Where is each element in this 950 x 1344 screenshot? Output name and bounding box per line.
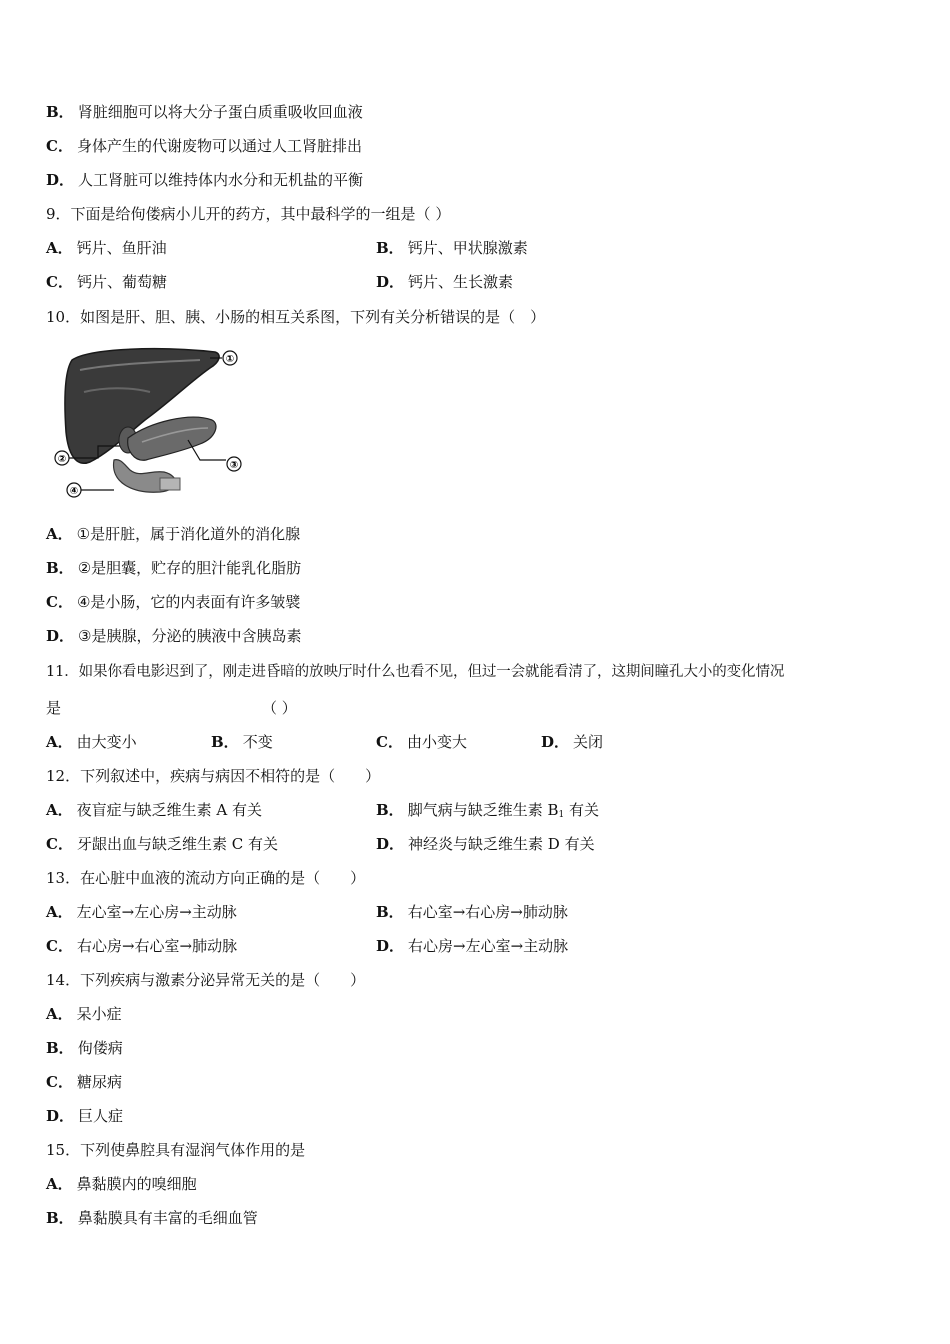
q14-option-b bbox=[46, 1038, 123, 1058]
q14-option-d bbox=[46, 1106, 123, 1126]
q10-option-c bbox=[46, 592, 300, 612]
q11-option-d bbox=[541, 732, 603, 752]
q10-option-b bbox=[46, 558, 301, 578]
option-text: 佝偻病 bbox=[77, 1039, 123, 1057]
q14-option-a bbox=[46, 1004, 122, 1024]
digestive-organs-figure bbox=[50, 342, 250, 504]
q13-stem: 13．在心脏中血液的流动方向正确的是（ ） bbox=[46, 869, 366, 887]
option-label: C． bbox=[46, 937, 73, 955]
figure-label-2: ② bbox=[57, 454, 67, 465]
q15-option-b bbox=[46, 1208, 258, 1228]
option-label: C． bbox=[46, 137, 73, 155]
option-text: 肾脏细胞可以将大分子蛋白质重吸收回血液 bbox=[77, 103, 363, 121]
q10-option-a bbox=[46, 524, 300, 544]
option-label: B． bbox=[211, 733, 239, 751]
q13-option-b bbox=[376, 902, 568, 922]
option-text: 身体产生的代谢废物可以通过人工肾脏排出 bbox=[76, 137, 362, 155]
option-text-pre: 脚气病与缺乏维生素 B bbox=[407, 801, 559, 819]
q8-option-c bbox=[46, 136, 362, 156]
option-text: 右心房→右心室→肺动脉 bbox=[76, 937, 238, 955]
option-text: 右心房→左心室→主动脉 bbox=[408, 937, 569, 955]
option-label: C． bbox=[46, 593, 73, 611]
option-text: 呆小症 bbox=[76, 1005, 122, 1023]
option-text: ④是小肠，它的内表面有许多皱襞 bbox=[76, 593, 301, 611]
option-label: D． bbox=[541, 733, 570, 751]
option-label: C． bbox=[46, 273, 73, 291]
option-text: 巨人症 bbox=[78, 1107, 124, 1125]
option-text: 关闭 bbox=[573, 733, 604, 751]
figure-label-3: ③ bbox=[229, 460, 239, 471]
q9-option-b bbox=[376, 238, 528, 258]
q12-option-b bbox=[376, 800, 599, 825]
option-text: 由小变大 bbox=[406, 733, 467, 751]
q11-option-b bbox=[211, 732, 273, 752]
option-text: 人工肾脏可以维持体内水分和无机盐的平衡 bbox=[78, 171, 364, 189]
option-text-post: 有关 bbox=[564, 801, 599, 819]
q9-option-c bbox=[46, 272, 167, 292]
option-label: D． bbox=[376, 273, 405, 291]
q10-stem: 10．如图是肝、胆、胰、小肠的相互关系图，下列有关分析错误的是（ ） bbox=[46, 308, 546, 326]
q8-option-b bbox=[46, 102, 363, 122]
option-label: A． bbox=[46, 525, 73, 543]
option-label: D． bbox=[46, 1107, 75, 1125]
q12-option-d bbox=[376, 834, 595, 854]
option-text: 右心室→右心房→肺动脉 bbox=[407, 903, 568, 921]
q15-option-a bbox=[46, 1174, 197, 1194]
option-label: B． bbox=[46, 103, 74, 121]
option-text: 钙片、葡萄糖 bbox=[76, 273, 167, 291]
q8-option-d bbox=[46, 170, 363, 190]
q11-stem-line1: 11．如果你看电影迟到了，刚走进昏暗的放映厅时什么也看不见，但过一会就能看清了，这期间瞳孔大小的变化情况 bbox=[46, 664, 785, 680]
q10-option-d bbox=[46, 626, 301, 646]
q12-option-a bbox=[46, 800, 262, 820]
option-text: 钙片、鱼肝油 bbox=[76, 239, 167, 257]
option-label: B． bbox=[46, 1209, 74, 1227]
option-label: B． bbox=[376, 801, 404, 819]
option-text: 牙龈出血与缺乏维生素 C 有关 bbox=[76, 835, 278, 853]
figure-label-4: ④ bbox=[69, 486, 79, 497]
answer-bracket: （ ） bbox=[262, 699, 297, 717]
option-text: 神经炎与缺乏维生素 D 有关 bbox=[408, 835, 595, 853]
option-label: B． bbox=[46, 559, 74, 577]
option-text: 鼻黏膜内的嗅细胞 bbox=[76, 1175, 197, 1193]
option-label: A． bbox=[46, 903, 73, 921]
q14-option-c bbox=[46, 1072, 122, 1092]
option-label: A． bbox=[46, 1175, 73, 1193]
option-label: A． bbox=[46, 1005, 73, 1023]
option-text: 钙片、生长激素 bbox=[408, 273, 514, 291]
q11-option-a bbox=[46, 732, 137, 752]
q9-stem: 9．下面是给佝偻病小儿开的药方，其中最科学的一组是（ ） bbox=[46, 205, 451, 223]
option-label: C． bbox=[46, 835, 73, 853]
option-label: D． bbox=[46, 171, 75, 189]
option-text: 钙片、甲状腺激素 bbox=[407, 239, 528, 257]
option-label: C． bbox=[46, 1073, 73, 1091]
option-label: B． bbox=[376, 239, 404, 257]
option-text: 糖尿病 bbox=[76, 1073, 122, 1091]
option-text: ②是胆囊，贮存的胆汁能乳化脂肪 bbox=[77, 559, 302, 577]
q9-option-d bbox=[376, 272, 513, 292]
q11-option-c bbox=[376, 732, 467, 752]
q9-option-a bbox=[46, 238, 167, 258]
q11-stem-line2 bbox=[46, 698, 297, 718]
q11-stem-end: 是 bbox=[46, 699, 62, 717]
q14-stem: 14．下列疾病与激素分泌异常无关的是（ ） bbox=[46, 971, 366, 989]
option-text: 由大变小 bbox=[76, 733, 137, 751]
q12-stem: 12．下列叙述中，疾病与病因不相符的是（ ） bbox=[46, 767, 381, 785]
option-label: B． bbox=[376, 903, 404, 921]
option-text: ③是胰腺，分泌的胰液中含胰岛素 bbox=[78, 627, 302, 645]
option-label: C． bbox=[376, 733, 403, 751]
option-label: D． bbox=[376, 835, 405, 853]
option-label: B． bbox=[46, 1039, 74, 1057]
option-text: 左心室→左心房→主动脉 bbox=[76, 903, 237, 921]
q15-stem: 15．下列使鼻腔具有湿润气体作用的是 bbox=[46, 1141, 306, 1159]
q12-option-c bbox=[46, 834, 278, 854]
option-text: 夜盲症与缺乏维生素 A 有关 bbox=[76, 801, 263, 819]
figure-label-1: ① bbox=[225, 354, 235, 365]
option-label: D． bbox=[46, 627, 75, 645]
q13-option-c bbox=[46, 936, 237, 956]
option-label: D． bbox=[376, 937, 405, 955]
q13-option-a bbox=[46, 902, 237, 922]
option-text: ①是肝脏，属于消化道外的消化腺 bbox=[76, 525, 301, 543]
subscript: 1 bbox=[558, 810, 565, 820]
option-label: A． bbox=[46, 801, 73, 819]
option-label: A． bbox=[46, 239, 73, 257]
option-text: 鼻黏膜具有丰富的毛细血管 bbox=[77, 1209, 258, 1227]
option-label: A． bbox=[46, 733, 73, 751]
q13-option-d bbox=[376, 936, 568, 956]
option-text: 不变 bbox=[242, 733, 273, 751]
